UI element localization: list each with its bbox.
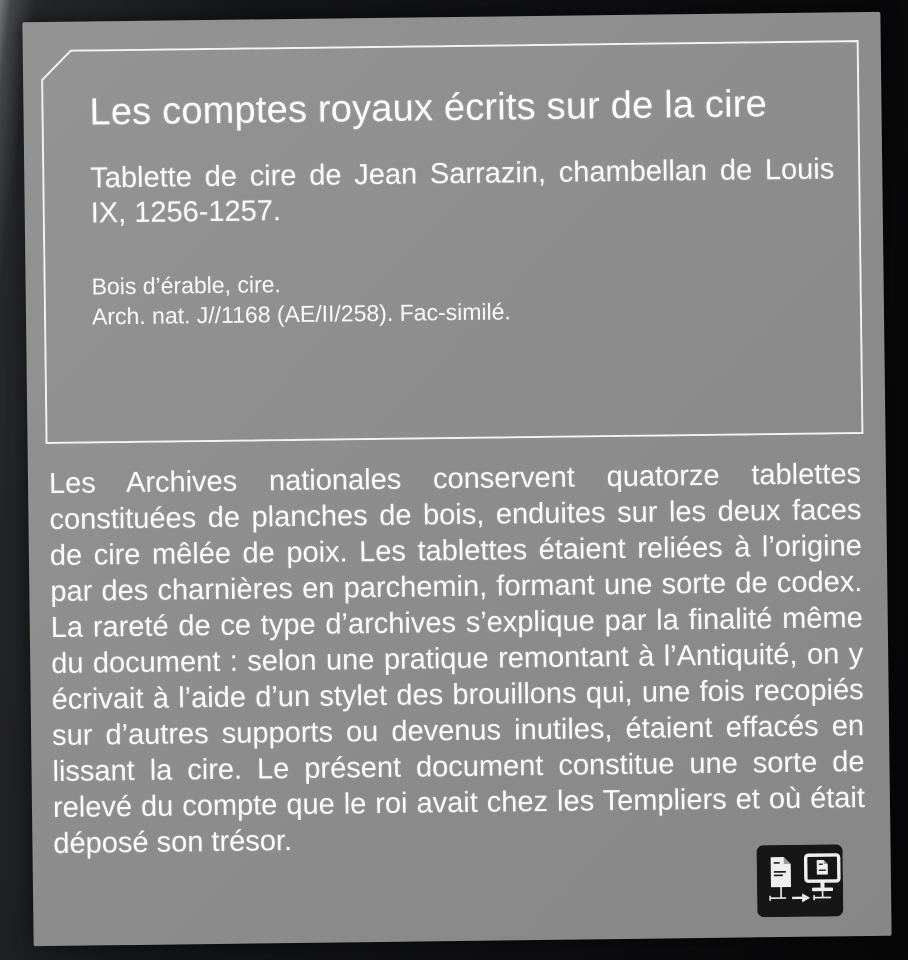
object-reference: Arch. nat. J//1168 (AE/II/258). Fac-similé. bbox=[91, 298, 511, 330]
digitized-badge bbox=[756, 844, 843, 917]
page-title: Les comptes royaux écrits sur de la cire bbox=[89, 83, 768, 134]
document-to-screen-icon bbox=[756, 844, 843, 917]
object-subtitle: Tablette de cire de Jean Sarrazin, chambellan de Louis IX, 1256-1257. bbox=[90, 153, 835, 230]
header-frame bbox=[41, 40, 864, 444]
description-text: Les Archives nationales conservent quatorze tablettes constituées de planches de bois, enduites sur les deux faces de cire mêlée de poix. Les tablettes étaient reliées à l’origine par des charnières en parchemin, formant une sorte de codex. La rareté de ce type d’archives s’explique par la finalité même du document : selon une pratique remontant à l’Antiquité, on y écrivait à l’aide d’un stylet des brouillons qui, une fois recopiés sur d’autres supports ou devenus inutiles, étaient effacés en lissant la cire. Le présent document constitue une sorte de relevé du compte que le roi avait chez les Templiers et où était déposé son trésor. bbox=[48, 458, 866, 860]
header-content bbox=[89, 82, 834, 331]
museum-label-card bbox=[22, 12, 891, 946]
object-materials: Bois d’érable, cire. bbox=[91, 271, 281, 300]
